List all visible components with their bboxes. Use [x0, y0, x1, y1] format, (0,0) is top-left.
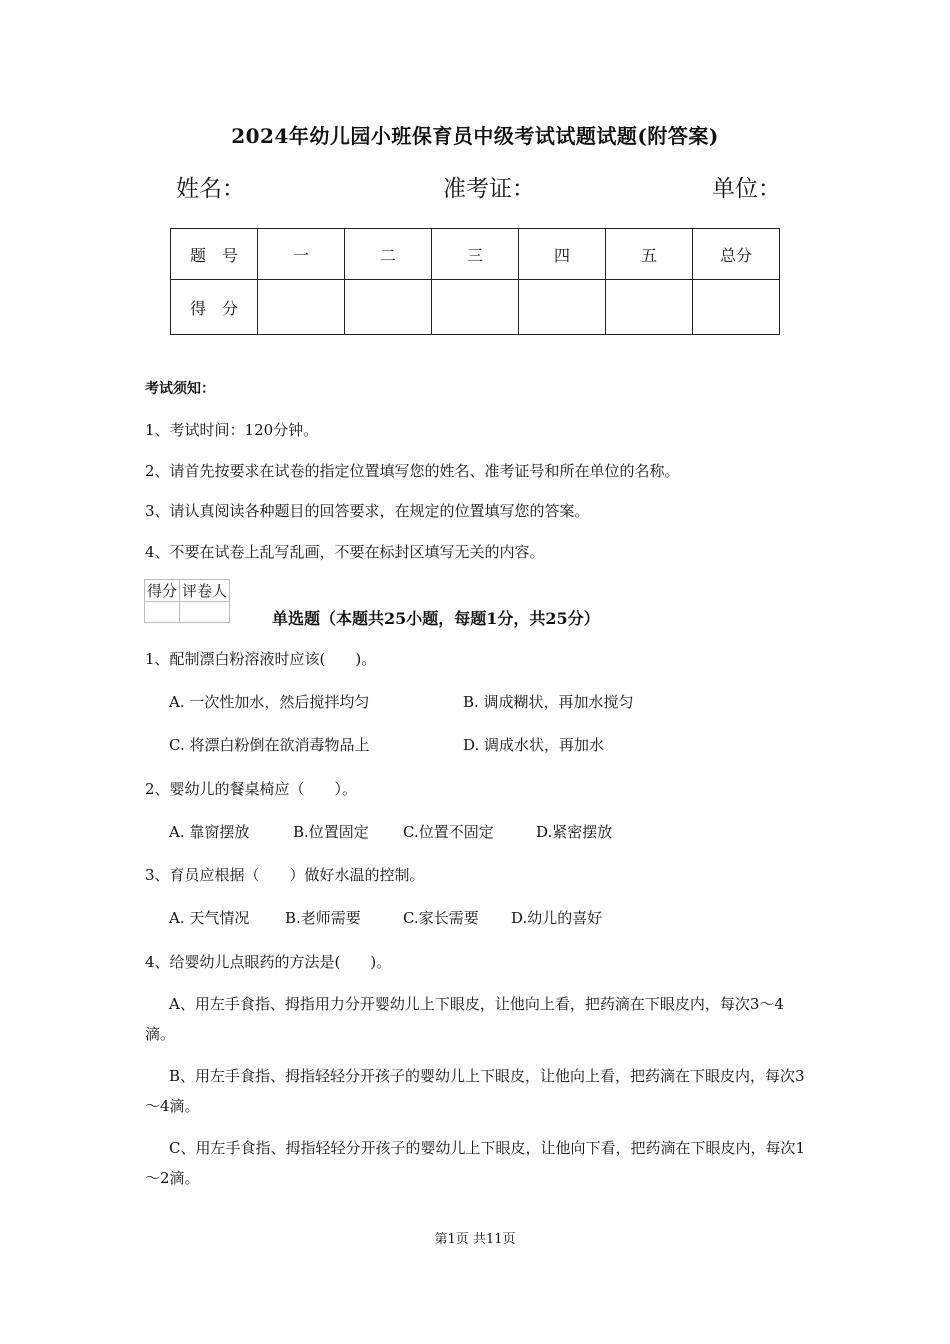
- score-cell[interactable]: [693, 280, 780, 335]
- question-stem: 2、婴幼儿的餐桌椅应（ ）。: [145, 780, 358, 798]
- question-option: C.家长需要: [403, 909, 479, 927]
- question-stem: 4、给婴幼儿点眼药的方法是( )。: [145, 953, 392, 971]
- question-option: C、用左手食指、拇指轻轻分开孩子的婴幼儿上下眼皮，让他向下看，把药滴在下眼皮内，每次1～2滴。: [145, 1139, 806, 1187]
- score-cell[interactable]: [606, 280, 693, 335]
- question-option: D. 调成水状，再加水: [463, 736, 605, 754]
- question-option: A. 靠窗摆放: [169, 823, 250, 841]
- document-title: 2024年幼儿园小班保育员中级考试试题试题(附答案): [231, 124, 719, 148]
- score-cell[interactable]: [432, 280, 519, 335]
- score-cell[interactable]: [519, 280, 606, 335]
- score-table-header-cell: 一: [258, 229, 345, 280]
- question-option: D.幼儿的喜好: [511, 909, 603, 927]
- grader-box: [144, 579, 230, 623]
- question-stem: 3、育员应根据（ ）做好水温的控制。: [145, 866, 425, 884]
- question-option: B.老师需要: [285, 909, 361, 927]
- score-table-header-row: [171, 229, 780, 280]
- score-table-score-row: [171, 280, 780, 335]
- question-option: A、用左手食指、拇指用力分开婴幼儿上下眼皮，让他向上看，把药滴在下眼皮内，每次3～4滴。: [145, 995, 784, 1043]
- question-stem: 1、配制漂白粉溶液时应该( )。: [145, 650, 377, 668]
- score-table-header-cell: 三: [432, 229, 519, 280]
- question-option: B. 调成糊状，再加水搅匀: [463, 693, 634, 711]
- grader-score-label: 得分: [145, 580, 180, 602]
- grader-name-cell[interactable]: [180, 602, 230, 623]
- question-option: C. 将漂白粉倒在欲消毒物品上: [169, 736, 370, 754]
- exam-id-label: 准考证：: [443, 176, 535, 202]
- score-table: [170, 228, 780, 335]
- unit-label: 单位：: [712, 176, 781, 202]
- question-option: C.位置不固定: [403, 823, 494, 841]
- question-option: A. 天气情况: [169, 909, 250, 927]
- notice-item: 4、不要在试卷上乱写乱画，不要在标封区填写无关的内容。: [145, 543, 545, 561]
- score-table-header-cell: 二: [345, 229, 432, 280]
- score-cell[interactable]: [345, 280, 432, 335]
- question-option: B.位置固定: [293, 823, 369, 841]
- name-label: 姓名：: [176, 176, 245, 202]
- grader-label: 评卷人: [180, 580, 230, 602]
- score-table-header-cell: 四: [519, 229, 606, 280]
- notice-title: 考试须知：: [145, 381, 215, 397]
- score-table-header-cell: 题 号: [171, 229, 258, 280]
- section-title: 单选题（本题共25小题，每题1分，共25分）: [272, 609, 600, 628]
- score-row-label: 得 分: [171, 280, 258, 335]
- notice-item: 3、请认真阅读各种题目的回答要求，在规定的位置填写您的答案。: [145, 502, 590, 520]
- score-cell[interactable]: [258, 280, 345, 335]
- score-table-header-cell: 总分: [693, 229, 780, 280]
- question-option: D.紧密摆放: [536, 823, 613, 841]
- notice-item: 1、考试时间：120分钟。: [145, 421, 319, 439]
- score-table-header-cell: 五: [606, 229, 693, 280]
- question-option: A. 一次性加水，然后搅拌均匀: [169, 693, 370, 711]
- question-option: B、用左手食指、拇指轻轻分开孩子的婴幼儿上下眼皮，让他向上看，把药滴在下眼皮内，每次3～4滴。: [145, 1067, 805, 1115]
- grader-score-cell[interactable]: [145, 602, 180, 623]
- notice-item: 2、请首先按要求在试卷的指定位置填写您的姓名、准考证号和所在单位的名称。: [145, 462, 680, 480]
- page-footer: 第1页 共11页: [434, 1232, 516, 1247]
